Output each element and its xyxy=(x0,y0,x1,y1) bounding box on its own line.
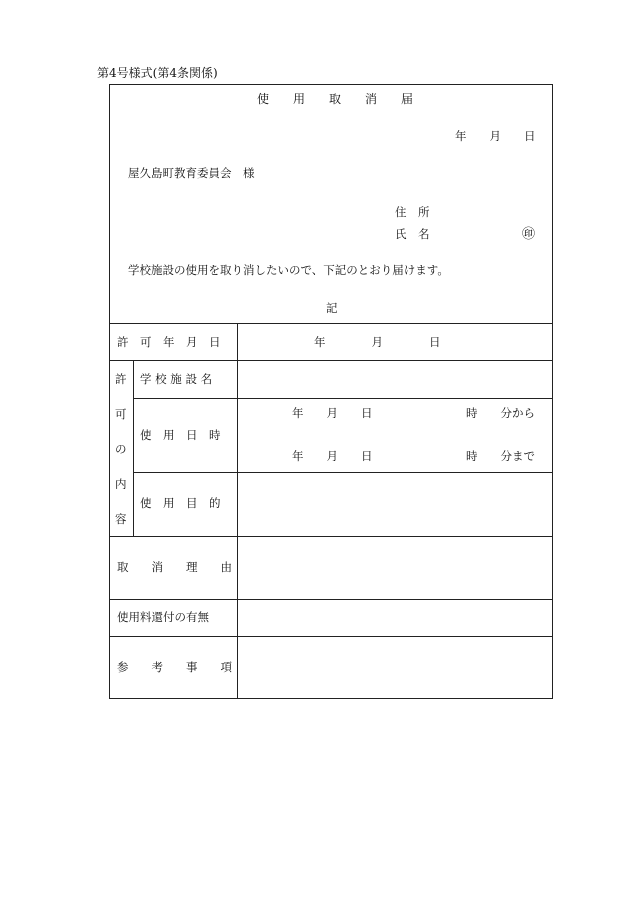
statement-text: 学校施設の使用を取り消したいので、下記のとおり届けます。 xyxy=(128,263,449,277)
fee-refund-label: 使用料還付の有無 xyxy=(117,610,209,624)
content-group-char: 容 xyxy=(115,512,127,526)
name-label: 氏 名 xyxy=(395,227,430,241)
use-from-time: 時 分から xyxy=(466,406,535,420)
cancel-reason-label: 取 消 理 由 xyxy=(117,560,232,574)
column-line xyxy=(133,360,134,536)
column-line xyxy=(237,323,238,699)
form-title: 使 用 取 消 届 xyxy=(257,92,414,106)
content-group-char: 許 xyxy=(115,372,127,386)
purpose-label: 使 用 目 的 xyxy=(140,496,221,510)
seal-mark: ㊞ xyxy=(522,227,536,242)
facility-label: 学 校 施 設 名 xyxy=(140,372,213,386)
remarks-label: 参 考 事 項 xyxy=(117,660,232,674)
use-datetime-label: 使 用 日 時 xyxy=(140,428,221,442)
permit-date-label: 許 可 年 月 日 xyxy=(117,335,221,349)
address-label: 住 所 xyxy=(395,205,430,219)
use-to-date: 年 月 日 xyxy=(292,449,373,463)
row-line xyxy=(109,599,553,600)
content-group-char: の xyxy=(115,442,127,456)
table-top-line xyxy=(109,323,553,324)
permit-date-value: 年 月 日 xyxy=(314,335,441,349)
row-line xyxy=(133,472,553,473)
row-line xyxy=(133,398,553,399)
row-line xyxy=(109,536,553,537)
content-group-char: 内 xyxy=(115,477,127,491)
use-from-date: 年 月 日 xyxy=(292,406,373,420)
date-line: 年 月 日 xyxy=(455,129,536,143)
form-number-label: 第4号様式(第4条関係) xyxy=(97,66,218,80)
row-line xyxy=(109,360,553,361)
content-group-char: 可 xyxy=(115,407,127,421)
addressee: 屋久島町教育委員会 様 xyxy=(128,166,255,180)
row-line xyxy=(109,636,553,637)
ki-heading: 記 xyxy=(326,301,338,315)
use-to-time: 時 分まで xyxy=(466,449,535,463)
